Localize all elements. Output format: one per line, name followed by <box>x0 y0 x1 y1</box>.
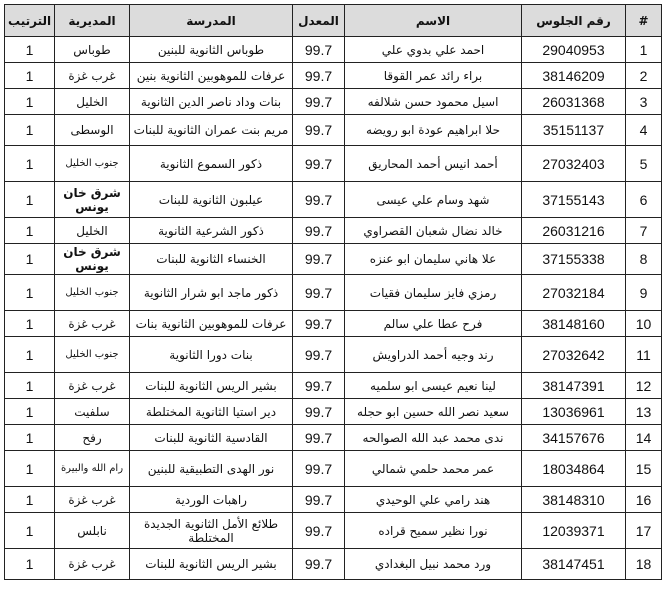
student-name-cell: رمزي فايز سليمان فقيات <box>345 275 522 311</box>
average-cell: 99.7 <box>293 37 345 63</box>
directorate-cell: سلفيت <box>55 399 130 425</box>
table-row <box>5 218 662 244</box>
seat-number-cell: 38148160 <box>522 311 626 337</box>
header-school: المدرسة <box>130 5 293 37</box>
table-row <box>5 182 662 218</box>
directorate-cell: رفح <box>55 425 130 451</box>
average-cell: 99.7 <box>293 146 345 182</box>
seat-number-cell: 12039371 <box>522 513 626 549</box>
student-name-cell: براء رائد عمر القوقا <box>345 63 522 89</box>
average-cell: 99.7 <box>293 115 345 146</box>
table-row <box>5 337 662 373</box>
student-name-cell: ندى محمد عبد الله الصوالحه <box>345 425 522 451</box>
directorate-cell: طوباس <box>55 37 130 63</box>
table-row <box>5 37 662 63</box>
rank-number-cell: 9 <box>626 275 662 311</box>
rank-number-cell: 4 <box>626 115 662 146</box>
student-name-cell: حلا ابراهيم عودة ابو رويضه <box>345 115 522 146</box>
directorate-cell: جنوب الخليل <box>55 275 130 311</box>
table-row <box>5 399 662 425</box>
directorate-cell: جنوب الخليل <box>55 146 130 182</box>
rank-number-cell: 17 <box>626 513 662 549</box>
student-name-cell: علا هاني سليمان ابو عنزه <box>345 244 522 275</box>
school-cell: طوباس الثانوية للبنين <box>130 37 293 63</box>
directorate-cell: شرق خان يونس <box>55 182 130 218</box>
seat-number-cell: 27032184 <box>522 275 626 311</box>
school-cell: بنات وداد ناصر الدين الثانوية <box>130 89 293 115</box>
seat-number-cell: 13036961 <box>522 399 626 425</box>
order-cell: 1 <box>5 425 55 451</box>
school-cell: ذكور السموع الثانوية <box>130 146 293 182</box>
school-cell: القادسية الثانوية للبنات <box>130 425 293 451</box>
average-cell: 99.7 <box>293 549 345 580</box>
header-seat-number: رقم الجلوس <box>522 5 626 37</box>
rank-number-cell: 1 <box>626 37 662 63</box>
rank-number-cell: 14 <box>626 425 662 451</box>
rank-number-cell: 8 <box>626 244 662 275</box>
school-cell: دير استيا الثانوية المختلطة <box>130 399 293 425</box>
seat-number-cell: 27032403 <box>522 146 626 182</box>
order-cell: 1 <box>5 182 55 218</box>
header-directorate: المديرية <box>55 5 130 37</box>
order-cell: 1 <box>5 487 55 513</box>
school-cell: بشير الريس الثانوية للبنات <box>130 549 293 580</box>
table-row <box>5 487 662 513</box>
school-cell: بنات دورا الثانوية <box>130 337 293 373</box>
school-cell: بشير الريس الثانوية للبنات <box>130 373 293 399</box>
seat-number-cell: 37155338 <box>522 244 626 275</box>
school-cell: ذكور ماجد ابو شرار الثانوية <box>130 275 293 311</box>
student-name-cell: نورا نظير سميح قراده <box>345 513 522 549</box>
seat-number-cell: 37155143 <box>522 182 626 218</box>
order-cell: 1 <box>5 311 55 337</box>
order-cell: 1 <box>5 218 55 244</box>
table-row <box>5 451 662 487</box>
student-name-cell: لينا نعيم عيسى ابو سلميه <box>345 373 522 399</box>
rank-number-cell: 7 <box>626 218 662 244</box>
order-cell: 1 <box>5 89 55 115</box>
school-cell: نور الهدى التطبيقية للبنين <box>130 451 293 487</box>
average-cell: 99.7 <box>293 89 345 115</box>
average-cell: 99.7 <box>293 275 345 311</box>
rank-number-cell: 18 <box>626 549 662 580</box>
student-name-cell: أحمد انيس أحمد المحاريق <box>345 146 522 182</box>
student-name-cell: هند رامي علي الوحيدي <box>345 487 522 513</box>
rank-number-cell: 10 <box>626 311 662 337</box>
table-row <box>5 115 662 146</box>
directorate-cell: الوسطى <box>55 115 130 146</box>
directorate-cell: الخليل <box>55 218 130 244</box>
table-row <box>5 244 662 275</box>
results-table <box>4 4 662 580</box>
seat-number-cell: 27032642 <box>522 337 626 373</box>
rank-number-cell: 12 <box>626 373 662 399</box>
student-name-cell: اسيل محمود حسن شلالفه <box>345 89 522 115</box>
school-cell: طلائع الأمل الثانوية الجديدة المختلطة <box>130 513 293 549</box>
rank-number-cell: 16 <box>626 487 662 513</box>
school-cell: عرفات للموهوبين الثانوية بنين <box>130 63 293 89</box>
school-cell: عرفات للموهوبين الثانوية بنات <box>130 311 293 337</box>
rank-number-cell: 13 <box>626 399 662 425</box>
rank-number-cell: 2 <box>626 63 662 89</box>
table-row <box>5 425 662 451</box>
average-cell: 99.7 <box>293 425 345 451</box>
order-cell: 1 <box>5 63 55 89</box>
order-cell: 1 <box>5 275 55 311</box>
student-name-cell: فرح عطا علي سالم <box>345 311 522 337</box>
average-cell: 99.7 <box>293 487 345 513</box>
average-cell: 99.7 <box>293 337 345 373</box>
school-cell: راهبات الوردية <box>130 487 293 513</box>
table-row <box>5 549 662 580</box>
average-cell: 99.7 <box>293 182 345 218</box>
rank-number-cell: 6 <box>626 182 662 218</box>
student-name-cell: خالد نضال شعبان القصراوي <box>345 218 522 244</box>
order-cell: 1 <box>5 373 55 399</box>
seat-number-cell: 34157676 <box>522 425 626 451</box>
order-cell: 1 <box>5 399 55 425</box>
rank-number-cell: 15 <box>626 451 662 487</box>
table-row <box>5 373 662 399</box>
table-row <box>5 275 662 311</box>
table-row <box>5 311 662 337</box>
directorate-cell: نابلس <box>55 513 130 549</box>
average-cell: 99.7 <box>293 63 345 89</box>
directorate-cell: غرب غزة <box>55 549 130 580</box>
student-name-cell: سعيد نصر الله حسين ابو حجله <box>345 399 522 425</box>
seat-number-cell: 35151137 <box>522 115 626 146</box>
table-row <box>5 146 662 182</box>
directorate-cell: غرب غزة <box>55 63 130 89</box>
school-cell: عيلبون الثانوية للبنات <box>130 182 293 218</box>
table-row <box>5 513 662 549</box>
order-cell: 1 <box>5 244 55 275</box>
order-cell: 1 <box>5 513 55 549</box>
header-row <box>5 5 662 37</box>
seat-number-cell: 38146209 <box>522 63 626 89</box>
student-name-cell: شهد وسام علي عيسى <box>345 182 522 218</box>
order-cell: 1 <box>5 549 55 580</box>
directorate-cell: جنوب الخليل <box>55 337 130 373</box>
order-cell: 1 <box>5 451 55 487</box>
rank-number-cell: 11 <box>626 337 662 373</box>
average-cell: 99.7 <box>293 218 345 244</box>
header-rank-number: # <box>626 5 662 37</box>
school-cell: ذكور الشرعية الثانوية <box>130 218 293 244</box>
order-cell: 1 <box>5 115 55 146</box>
directorate-cell: رام الله والبيرة <box>55 451 130 487</box>
average-cell: 99.7 <box>293 513 345 549</box>
average-cell: 99.7 <box>293 373 345 399</box>
directorate-cell: الخليل <box>55 89 130 115</box>
school-cell: الخنساء الثانوية للبنات <box>130 244 293 275</box>
order-cell: 1 <box>5 337 55 373</box>
student-name-cell: عمر محمد حلمي شمالي <box>345 451 522 487</box>
order-cell: 1 <box>5 37 55 63</box>
table-row <box>5 89 662 115</box>
seat-number-cell: 38147391 <box>522 373 626 399</box>
header-order: الترتيب <box>5 5 55 37</box>
seat-number-cell: 26031368 <box>522 89 626 115</box>
student-name-cell: ورد محمد نبيل البغدادي <box>345 549 522 580</box>
student-name-cell: احمد علي بدوي علي <box>345 37 522 63</box>
seat-number-cell: 29040953 <box>522 37 626 63</box>
seat-number-cell: 26031216 <box>522 218 626 244</box>
seat-number-cell: 38148310 <box>522 487 626 513</box>
student-name-cell: رند وجيه أحمد الدراويش <box>345 337 522 373</box>
directorate-cell: غرب غزة <box>55 373 130 399</box>
average-cell: 99.7 <box>293 451 345 487</box>
rank-number-cell: 5 <box>626 146 662 182</box>
seat-number-cell: 38147451 <box>522 549 626 580</box>
header-name: الاسم <box>345 5 522 37</box>
average-cell: 99.7 <box>293 244 345 275</box>
seat-number-cell: 18034864 <box>522 451 626 487</box>
header-average: المعدل <box>293 5 345 37</box>
school-cell: مريم بنت عمران الثانوية للبنات <box>130 115 293 146</box>
directorate-cell: غرب غزة <box>55 487 130 513</box>
order-cell: 1 <box>5 146 55 182</box>
directorate-cell: شرق خان يونس <box>55 244 130 275</box>
average-cell: 99.7 <box>293 399 345 425</box>
rank-number-cell: 3 <box>626 89 662 115</box>
directorate-cell: غرب غزة <box>55 311 130 337</box>
table-row <box>5 63 662 89</box>
average-cell: 99.7 <box>293 311 345 337</box>
